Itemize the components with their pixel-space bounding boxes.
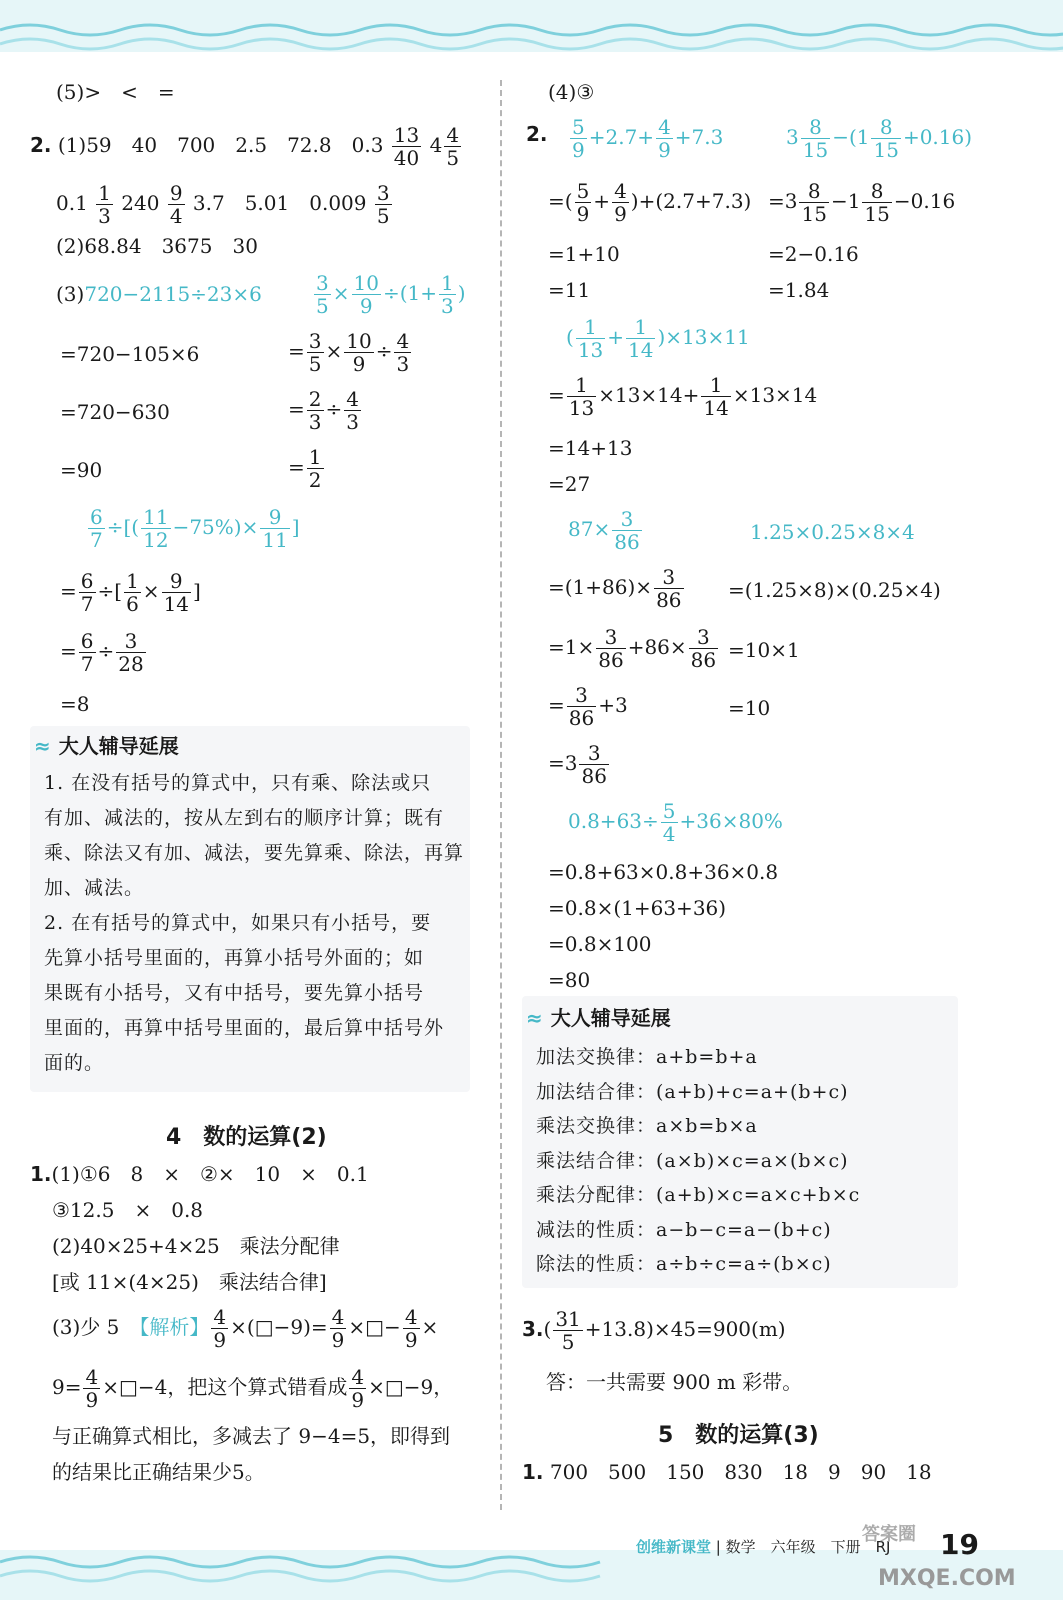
- step-line: =1× $\frac{3}{86}$ +86× $\frac{3}{86}$: [548, 625, 717, 672]
- step-line: =(1+86)× $\frac{3}{86}$: [548, 565, 682, 612]
- step-line: =(1.25×8)×(0.25×4): [728, 578, 941, 602]
- step-line: = $\frac{3}{5}$ × $\frac{10}{9}$ ÷ $\frac{4}{3}$: [288, 329, 410, 376]
- step-line: =90: [60, 458, 103, 482]
- step-line: =1+10: [548, 242, 620, 266]
- answer-text: (1)59 40 700 2.5 72.8 0.3: [57, 133, 384, 157]
- law-list: [536, 1040, 956, 1282]
- step-line: = $\frac{6}{7}$ ÷ $\frac{3}{28}$: [60, 629, 144, 676]
- step-line: =80: [548, 968, 591, 992]
- answer-line: [526, 120, 548, 148]
- step-line: =27: [548, 472, 591, 496]
- problem-expression: 3 $\frac{8}{15}$ −(1 $\frac{8}{15}$ +0.16): [786, 115, 973, 162]
- wave-icon: ≈: [34, 734, 51, 758]
- book-info: | 数学 六年级 下册 RJ: [715, 1538, 891, 1556]
- question-number: 3.: [522, 1317, 544, 1341]
- problem-expression: $\frac{6}{7}$ ÷[( $\frac{11}{12}$ −75%)× $\frac{9}{11}$ ]: [90, 505, 300, 552]
- step-line: =( $\frac{5}{9}$ + $\frac{4}{9}$ )+(2.7+7.3): [548, 179, 752, 226]
- step-line: =11: [548, 278, 591, 302]
- question-number: 1.: [522, 1460, 544, 1484]
- step-line: =0.8×100: [548, 932, 652, 956]
- watermark-url: MXQE.COM: [878, 1566, 1016, 1591]
- law-item: 减法的性质：a−b−c=a−(b+c): [536, 1218, 832, 1241]
- problem-expression: 1.25×0.25×8×4: [750, 520, 915, 544]
- step-line: =720−105×6: [60, 342, 200, 366]
- analysis-tag: 【解析】: [139, 1315, 210, 1339]
- law-item: 除法的性质：a÷b÷c=a÷(b×c): [536, 1253, 832, 1275]
- problem-expression: 87× $\frac{3}{86}$: [568, 507, 640, 554]
- question-number: 2.: [30, 133, 52, 157]
- answer-line: 的结果比正确结果少5。: [52, 1460, 265, 1484]
- problem-expression: ( $\frac{1}{13}$ + $\frac{1}{14}$ )×13×11: [566, 315, 750, 362]
- section-title: 4 数的运算(2): [166, 1125, 327, 1150]
- answer-line: 0.1 $\frac{1}{3}$ 240 $\frac{9}{4}$ 3.7 5.01 0.009 $\frac{3}{5}$: [56, 181, 390, 228]
- step-line: = $\frac{3}{86}$ +3: [548, 683, 628, 730]
- wave-icon: ≈: [526, 1006, 543, 1030]
- watermark: 答案圈: [862, 1524, 916, 1545]
- answer-line: [或 11×(4×25) 乘法结合律]: [52, 1270, 327, 1294]
- answer-line: 1. 700 500 150 830 18 9 90 18: [522, 1460, 932, 1484]
- step-line: = $\frac{2}{3}$ ÷ $\frac{4}{3}$: [288, 387, 359, 434]
- law-item: 乘法分配律：(a+b)×c=a×c+b×c: [536, 1184, 861, 1206]
- page-footer: [636, 1536, 890, 1557]
- section-title: 5 数的运算(3): [658, 1423, 819, 1448]
- step-line: =8: [60, 692, 90, 716]
- step-line: =0.8+63×0.8+36×0.8: [548, 860, 779, 884]
- answer-line: 3.( $\frac{31}{5}$ +13.8)×45=900(m): [522, 1307, 786, 1354]
- step-line: =10×1: [728, 638, 800, 662]
- column-divider: [500, 80, 502, 1510]
- step-line: =14+13: [548, 436, 633, 460]
- answer-line: (3)720−2115÷23×6: [56, 282, 262, 306]
- step-line: =10: [728, 696, 771, 720]
- fraction: $\frac{9}{4}$: [169, 181, 183, 228]
- answer-line: 答：一共需要 900 m 彩带。: [546, 1370, 803, 1394]
- tutoring-box: [30, 726, 470, 1092]
- answer-line: 9= $\frac{4}{9}$ ×□−4，把这个算式错看成 $\frac{4}{9}$ ×□−9，: [52, 1365, 454, 1412]
- box-title: ≈ 大人辅导延展: [526, 1006, 671, 1030]
- problem-expression: 0.8+63÷ $\frac{5}{4}$ +36×80%: [568, 799, 783, 846]
- step-line: =2−0.16: [768, 242, 859, 266]
- answer-line: (2)40×25+4×25 乘法分配律: [52, 1234, 340, 1258]
- answer-line: (4)③: [548, 80, 595, 104]
- answer-line: 与正确算式相比，多减去了 9−4=5，即得到: [52, 1424, 451, 1448]
- step-line: = $\frac{1}{13}$ ×13×14+ $\frac{1}{14}$ ×13×14: [548, 373, 818, 420]
- step-line: =1.84: [768, 278, 830, 302]
- step-line: =0.8×(1+63+36): [548, 896, 727, 920]
- answer-line: (5)> < =: [56, 80, 175, 104]
- law-item: 乘法交换律：a×b=b×a: [536, 1115, 758, 1137]
- step-line: = $\frac{6}{7}$ ÷[ $\frac{1}{6}$ × $\frac{9}{14}$ ]: [60, 569, 201, 616]
- problem-expression: 720−2115÷23×6: [84, 282, 262, 306]
- fraction: $\frac{3}{5}$: [376, 181, 390, 228]
- law-item: 乘法结合律：(a×b)×c=a×(b×c): [536, 1149, 849, 1172]
- top-wave-decoration: [0, 0, 1063, 70]
- question-number: 1.: [30, 1162, 52, 1186]
- answer-line: (2)68.84 3675 30: [56, 234, 258, 258]
- problem-expression: $\frac{5}{9}$ +2.7+ $\frac{4}{9}$ +7.3: [572, 115, 724, 162]
- answer-line: ③12.5 × 0.8: [52, 1198, 204, 1222]
- step-line: =720−630: [60, 400, 170, 424]
- fraction: $\frac{13}{40}$: [393, 123, 420, 170]
- step-line: =3 $\frac{8}{15}$ −1 $\frac{8}{15}$ −0.16: [768, 179, 956, 226]
- fraction: $\frac{1}{3}$: [98, 181, 111, 228]
- step-line: =3 $\frac{3}{86}$: [548, 741, 607, 788]
- answer-line: 1.(1)①6 8 × ②× 10 × 0.1: [30, 1162, 369, 1186]
- page-number: 19: [940, 1528, 979, 1561]
- brand-name: 创维新课堂: [636, 1538, 712, 1556]
- whole-number: 4: [429, 133, 443, 157]
- box-text: 1. 在没有括号的算式中，只有乘、除法或只 有加、减法的，按从左到右的顺序计算；既有 乘、除法又有加、减法，要先算乘、除法，再算 加、减法。 2. 在有括号的算式中，如果只有小括号，要 先算小括号里面的，再算小括号外面的；如 果既有小括号，又有中括号，要先算小括号 里面的，再算中括号里面的，最后算中括号外 面的。: [44, 772, 465, 1074]
- tutoring-box: [522, 996, 958, 1288]
- step-line: = $\frac{1}{2}$: [288, 445, 322, 492]
- question-number: 2.: [526, 122, 548, 146]
- law-item: 加法交换律：a+b=b+a: [536, 1046, 758, 1068]
- box-title: ≈ 大人辅导延展: [34, 734, 179, 758]
- answer-line: (3)少 5 【解析】 $\frac{4}{9}$ ×(□−9)= $\frac{4}{9}$ ×□− $\frac{4}{9}$ ×: [52, 1305, 439, 1352]
- fraction: $\frac{4}{5}$: [446, 123, 460, 170]
- problem-expression: $\frac{3}{5}$ × $\frac{10}{9}$ ÷(1+ $\frac{1}{3}$ ): [316, 271, 466, 318]
- law-item: 加法结合律：(a+b)+c=a+(b+c): [536, 1080, 849, 1103]
- answer-line: [30, 124, 463, 169]
